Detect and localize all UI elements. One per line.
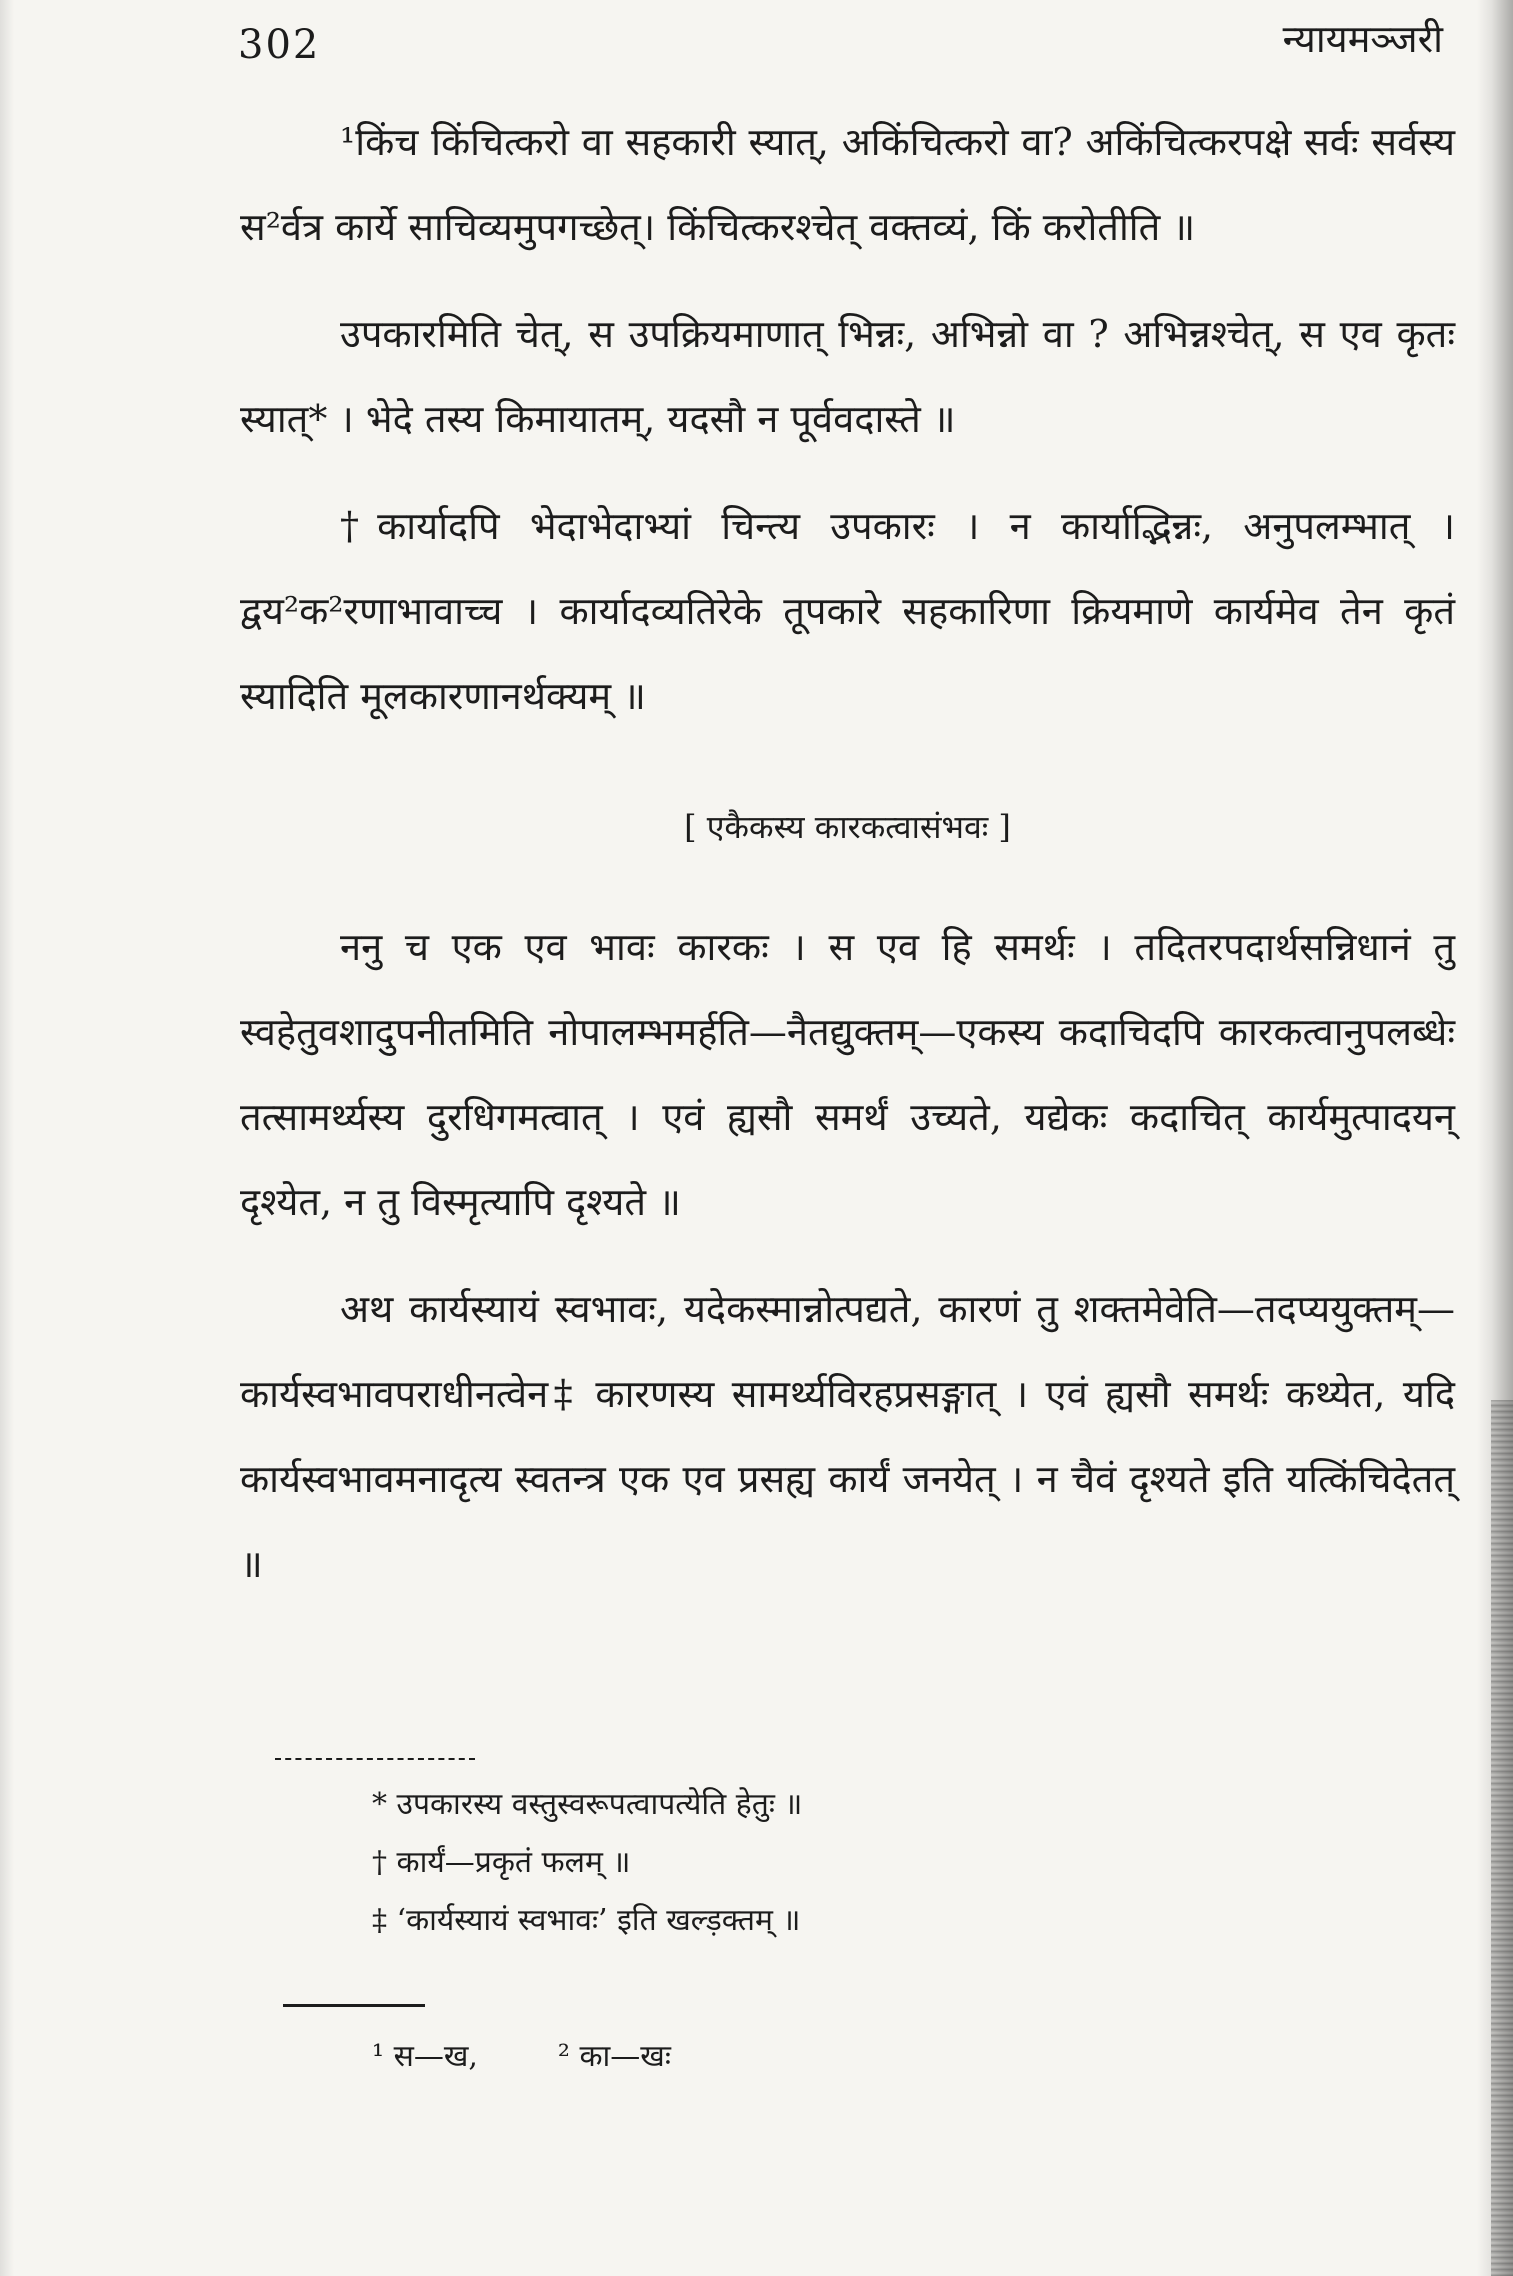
main-text [240,100,1455,1629]
variant-reading-2: ² का—खः [557,2039,671,2074]
footnote-asterisk: * उपकारस्य वस्तुस्वरूपत्वापत्येति हेतुः ॥ [372,1787,803,1822]
running-title: न्यायमञ्जरी [1282,17,1443,61]
paragraph-5: अथ कार्यस्यायं स्वभावः, यदेकस्मान्नोत्पद्यते, कारणं तु शक्तमेवेति—तदप्ययुक्तम्—कार्यस्वभावपराधीनत्वेन‡ कारणस्य सामर्थ्यविरहप्रसङ्गात् । एवं ह्यसौ समर्थः कथ्येत, यदि कार्यस्वभावमनादृत्य स्वतन्त्र एक एव प्रसह्य कार्यं जनयेत् । न चैवं दृश्यते इति यत्किंचिदेतत् ॥ [240,1287,1455,1586]
variant-readings-separator [283,2004,425,2007]
variant-reading-1: ¹ स—ख, [372,2039,478,2074]
footnotes [372,1776,1372,1950]
variant-readings [372,2032,671,2082]
section-heading: [ एकैकस्य कारकत्वासंभवः ] [684,808,1011,846]
paragraph-3: †कार्यादपि भेदाभेदाभ्यां चिन्त्य उपकारः । न कार्याद्भिन्नः, अनुपलम्भात् । द्वय²क²रणाभावाच्च । कार्यादव्यतिरेके तूपकारे सहकारिणा क्रियमाणे कार्यमेव तेन कृतं स्यादिति मूलकारणानर्थक्यम् ॥ [240,504,1455,718]
paragraph-4: ननु च एक एव भावः कारकः । स एव हि समर्थः । तदितरपदार्थसन्निधानं तु स्वहेतुवशादुपनीतमिति नोपालम्भमर्हति—नैतद्युक्तम्—एकस्य कदाचिदपि कारकत्वानुपलब्धेः तत्सामर्थ्यस्य दुरधिगमत्वात् । एवं ह्यसौ समर्थं उच्यते, यद्येकः कदाचित् कार्यमुत्पादयन् दृश्येत, न तु विस्मृत्यापि दृश्यते ॥ [240,925,1455,1224]
footnote-separator [275,1758,475,1760]
footnote-dagger: † कार्यं—प्रकृतं फलम् ॥ [372,1845,631,1880]
page-left-edge-shadow [0,0,14,2276]
footnote-double-dagger: ‡ ‘कार्यस्यायं स्वभावः’ इति खल्ड़क्तम् ॥ [372,1903,801,1938]
page-number: 302 [238,22,321,68]
paragraph-2: उपकारमिति चेत्, स उपक्रियमाणात् भिन्नः, अभिन्नो वा ? अभिन्नश्चेत्, स एव कृतः स्यात्* । भेदे तस्य किमायातम्, यदसौ न पूर्ववदास्ते ॥ [240,312,1455,441]
page-binding-edge [1491,1400,1513,2276]
paragraph-1: ¹किंच किंचित्करो वा सहकारी स्यात्, अकिंचित्करो वा? अकिंचित्करपक्षे सर्वः सर्वस्य स²र्वत्र कार्ये साचिव्यमुपगच्छेत्। किंचित्करश्चेत् वक्तव्यं, किं करोतीति ॥ [240,120,1455,249]
